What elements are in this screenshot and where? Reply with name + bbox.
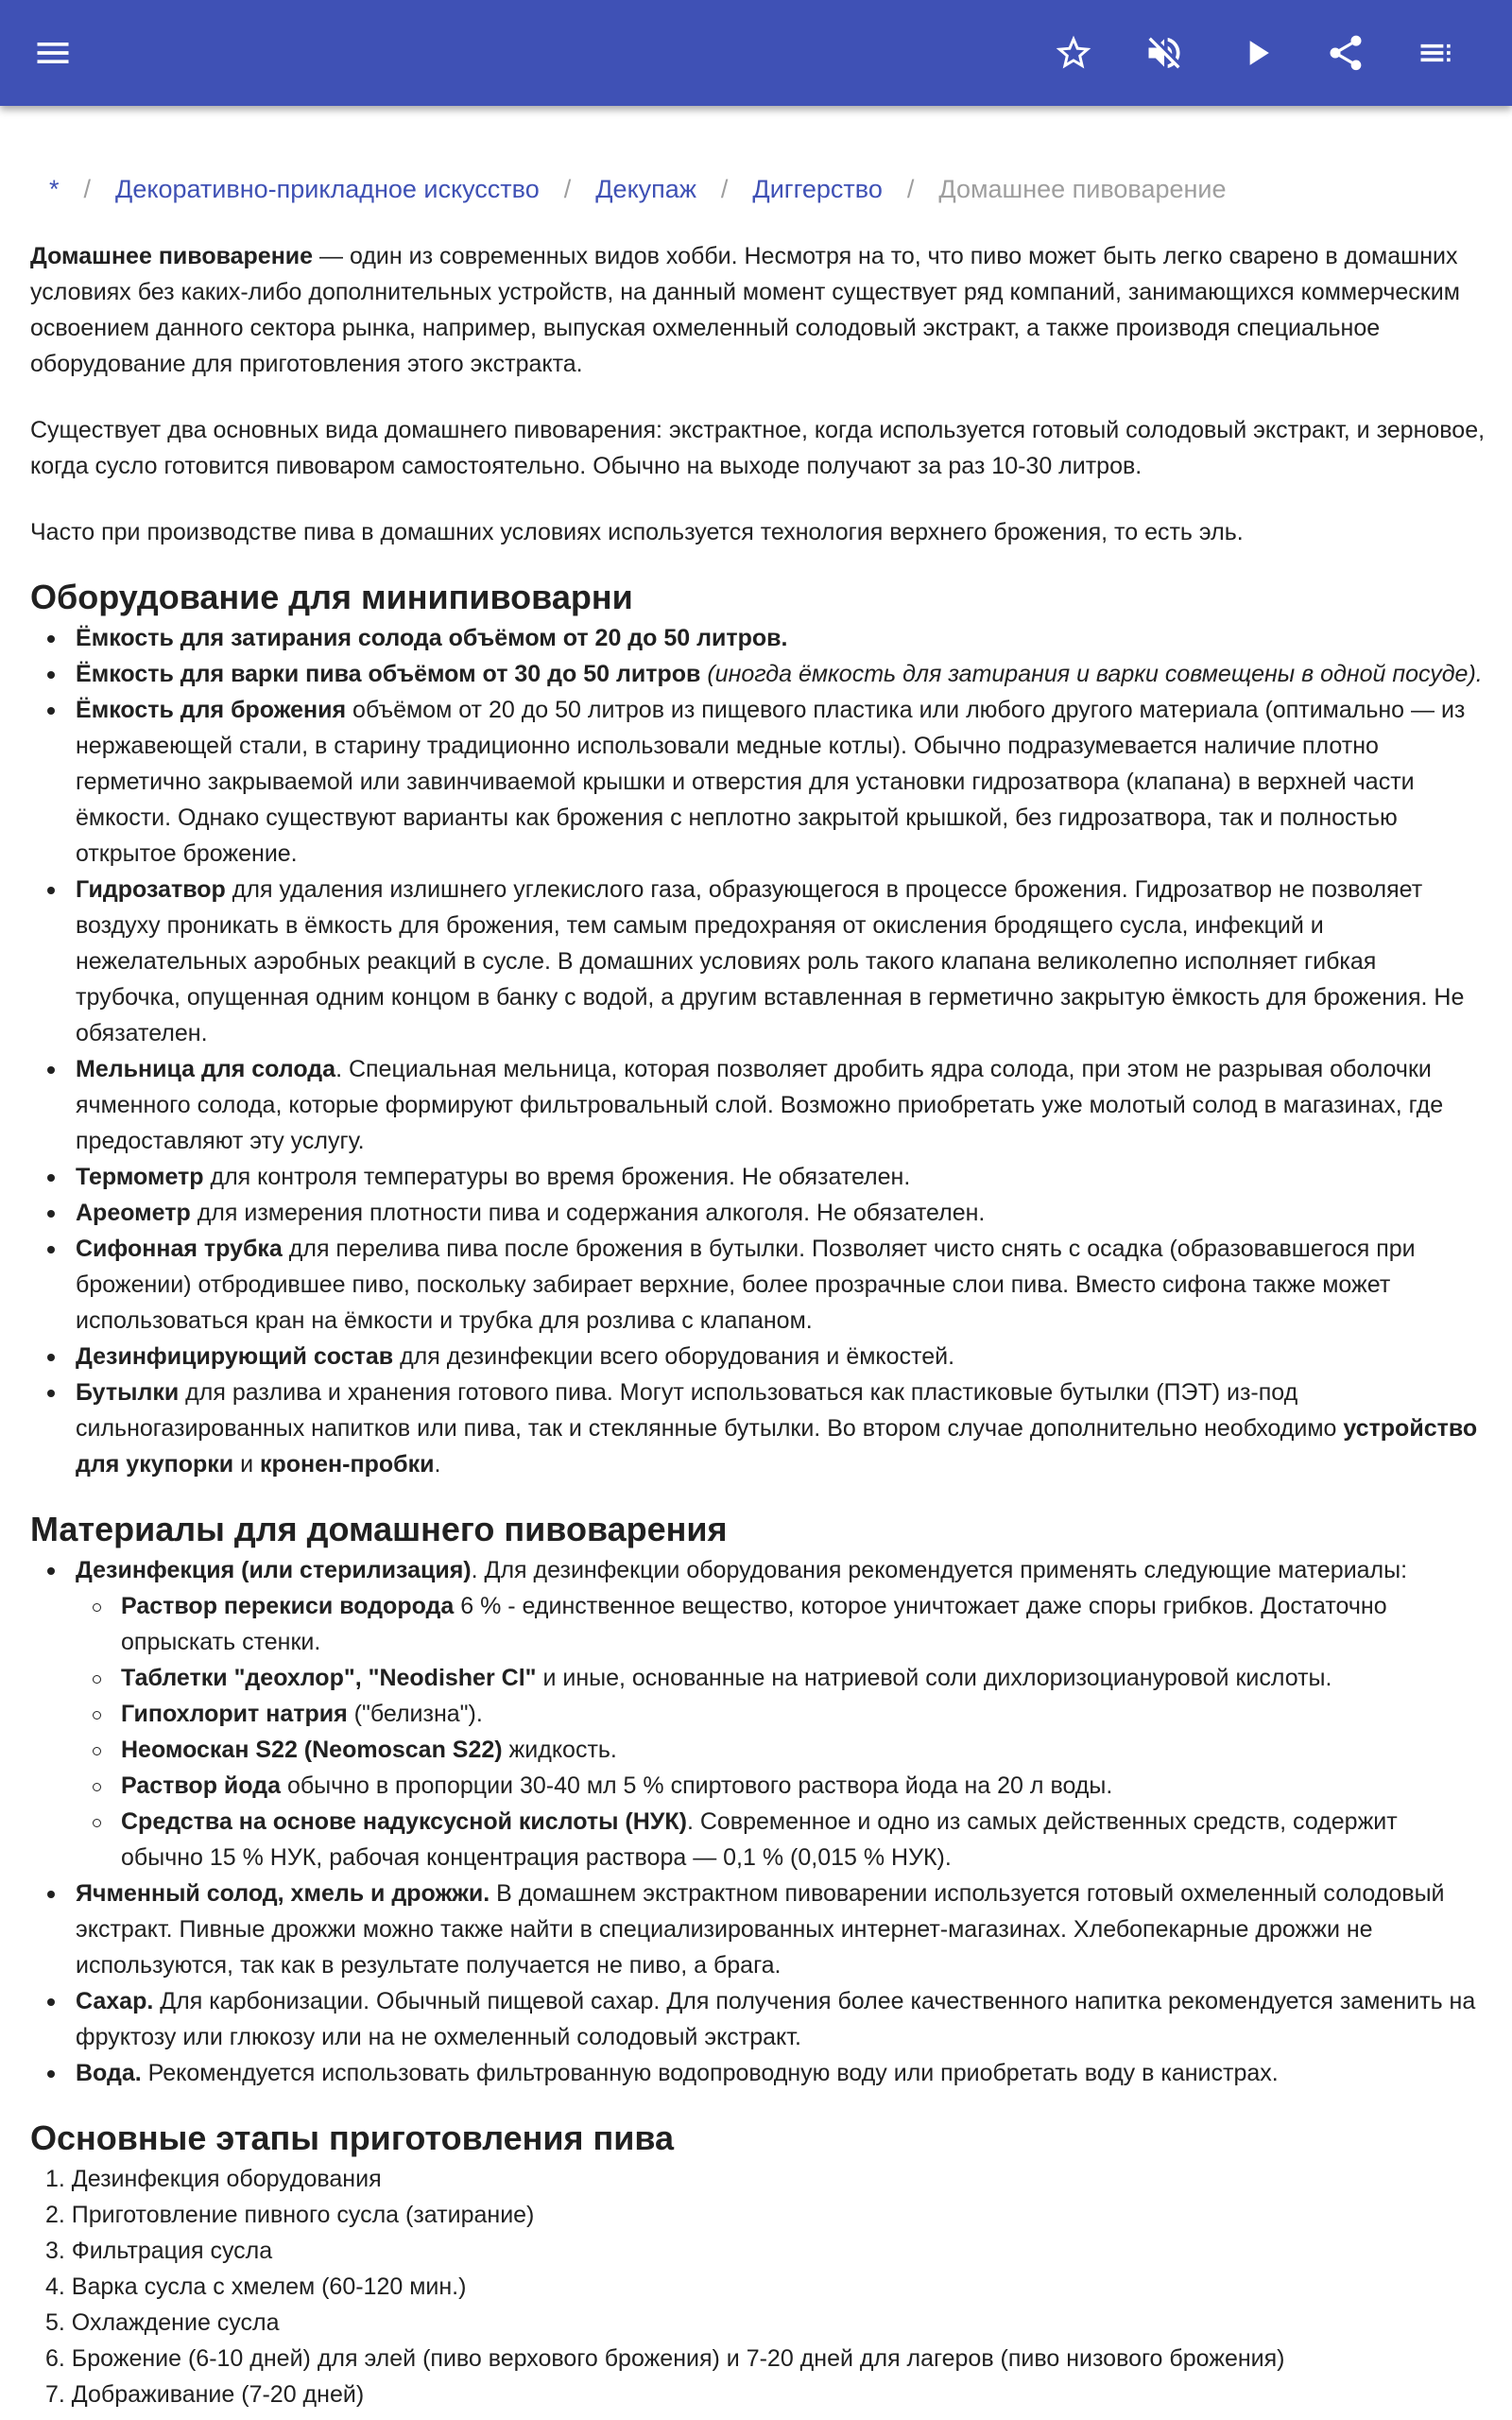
article-body xyxy=(30,238,1486,2412)
list-item: Ячменный солод, хмель и дрожжи. В домашнем экстрактном пивоварении используется готовый охмеленный солодовый экстракт. Пивные дрожжи можно также найти в специализированных интернет-магазинах. Хлебопекарные дрожжи не используются, так как в результате получается не пиво, а брага. xyxy=(45,1876,1486,1983)
stage-item: 7. Дображивание (7-20 дней) xyxy=(45,2381,365,2408)
favorite-button[interactable] xyxy=(1045,25,1102,81)
list-item: Термометр для контроля температуры во время брожения. Не обязателен. xyxy=(45,1159,1486,1195)
sublist-item: Неомоскан S22 (Neomoscan S22) жидкость. xyxy=(91,1732,1486,1768)
disinfection-sublist xyxy=(91,1588,1486,1876)
share-button[interactable] xyxy=(1317,25,1374,81)
play-icon xyxy=(1236,32,1278,74)
list-item: Сахар. Для карбонизации. Обычный пищевой сахар. Для получения более качественного напитка рекомендуется заменить на фруктозу или глюкозу или на не охмеленный солодовый экстракт. xyxy=(45,1983,1486,2055)
app-bar xyxy=(0,0,1512,106)
materials-list xyxy=(45,1552,1486,2091)
list-item: Ёмкость для затирания солода объёмом от 20 до 50 литров. xyxy=(45,620,1486,656)
playlist-icon xyxy=(1416,32,1457,74)
list-item: Вода. Рекомендуется использовать фильтрованную водопроводную воду или приобретать воду в канистрах. xyxy=(45,2055,1486,2091)
breadcrumb-separator: / xyxy=(563,175,572,203)
list-item: Ареометр для измерения плотности пива и содержания алкоголя. Не обязателен. xyxy=(45,1195,1486,1231)
stages-list xyxy=(45,2161,1486,2412)
stage-item: 1. Дезинфекция оборудования xyxy=(45,2166,382,2192)
section-heading-materials: Материалы для домашнего пивоварения xyxy=(30,1510,728,1548)
stage-item: 3. Фильтрация сусла xyxy=(45,2238,273,2264)
intro-paragraph-3: Часто при производстве пива в домашних условиях используется технология верхнего брожения, то есть эль. xyxy=(30,519,1244,545)
list-item: Гидрозатвор для удаления излишнего углекислого газа, образующегося в процессе брожения. Гидрозатвор не позволяет воздуху проникать в ёмкость для брожения, тем самым предохраняя от окисления бродящего сусла, инфекций и нежелательных аэробных реакций в сусле. В домашних условиях роль такого клапана великолепно исполняет гибкая трубочка, опущенная одним концом в банку с водой, а другим вставленная в герметично закрытую ёмкость для брожения. Не обязателен. xyxy=(45,872,1486,1051)
sublist-item: Гипохлорит натрия ("белизна"). xyxy=(91,1696,1486,1732)
list-item: Ёмкость для варки пива объёмом от 30 до 50 литров (иногда ёмкость для затирания и варки совмещены в одной посуде). xyxy=(45,656,1486,692)
menu-icon xyxy=(32,32,74,74)
intro-paragraph-2: Существует два основных вида домашнего пивоварения: экстрактное, когда используется готовый солодовый экстракт, и зерновое, когда сусло готовится пивоваром самостоятельно. Обычно на выходе получают за раз 10-30 литров. xyxy=(30,417,1486,479)
breadcrumb-separator: / xyxy=(906,175,915,203)
star-outline-icon xyxy=(1053,32,1094,74)
volume-off-icon xyxy=(1143,32,1185,74)
menu-button[interactable] xyxy=(25,25,81,81)
equipment-list xyxy=(45,620,1486,1482)
breadcrumb-home[interactable]: * xyxy=(49,175,60,203)
breadcrumb-decoupage[interactable]: Декупаж xyxy=(595,175,696,203)
breadcrumb-current: Домашнее пивоварение xyxy=(938,175,1227,203)
stage-item: 6. Брожение (6-10 дней) для элей (пиво верхового брожения) и 7-20 дней для лагеров (пиво низового брожения) xyxy=(45,2345,1285,2372)
breadcrumb-decorative-arts[interactable]: Декоративно-прикладное искусство xyxy=(115,175,540,203)
list-item: Ёмкость для брожения объёмом от 20 до 50 литров из пищевого пластика или любого другого материала (оптимально — из нержавеющей стали, в старину традиционно использовали медные котлы). Обычно подразумевается наличие плотно герметично закрываемой или завинчиваемой крышки и отверстия для установки гидрозатвора (клапана) в верхней части ёмкости. Однако существуют варианты как брожения с неплотно закрытой крышкой, без гидрозатвора, так и полностью открытое брожение. xyxy=(45,692,1486,872)
stage-item: 2. Приготовление пивного сусла (затирание) xyxy=(45,2202,535,2228)
list-item: Мельница для солода. Специальная мельница, которая позволяет дробить ядра солода, при этом не разрывая оболочки ячменного солода, которые формируют фильтровальный слой. Возможно приобретать уже молотый солод в магазинах, где предоставляют эту услугу. xyxy=(45,1051,1486,1159)
sublist-item: Таблетки "деохлор", "Neodisher Cl" и иные, основанные на натриевой соли дихлоризоциануровой кислоты. xyxy=(91,1660,1486,1696)
sublist-item: Раствор йода обычно в пропорции 30-40 мл 5 % спиртового раствора йода на 20 л воды. xyxy=(91,1768,1486,1804)
contents-button[interactable] xyxy=(1408,25,1465,81)
breadcrumb-separator: / xyxy=(720,175,729,203)
share-icon xyxy=(1325,32,1366,74)
stage-item: 4. Варка сусла с хмелем (60-120 мин.) xyxy=(45,2273,467,2300)
stage-item: 5. Охлаждение сусла xyxy=(45,2309,280,2336)
list-item: Дезинфицирующий состав для дезинфекции всего оборудования и ёмкостей. xyxy=(45,1339,1486,1374)
list-item: Сифонная трубка для перелива пива после брожения в бутылки. Позволяет чисто снять с осадка (образовавшегося при брожении) отбродившее пиво, поскольку забирает верхние, более прозрачные слои пива. Вместо сифона также может использоваться кран на ёмкости и трубка для розлива с клапаном. xyxy=(45,1231,1486,1339)
sublist-item: Средства на основе надуксусной кислоты (НУК). Современное и одно из самых действенных средств, содержит обычно 15 % НУК, рабочая концентрация раствора — 0,1 % (0,015 % НУК). xyxy=(91,1804,1486,1876)
play-button[interactable] xyxy=(1228,25,1285,81)
intro-term: Домашнее пивоварение xyxy=(30,243,314,269)
breadcrumb-diggerstvo[interactable]: Диггерство xyxy=(752,175,883,203)
intro-paragraph-1: Домашнее пивоварение — один из современных видов хобби. Несмотря на то, что пиво может быть легко сварено в домашних условиях без каких-либо дополнительных устройств, на данный момент существует ряд компаний, занимающихся коммерческим освоением данного сектора рынка, например, выпуская охмеленный солодовый экстракт, а также производя специальное оборудование для приготовления этого экстракта. xyxy=(30,243,1460,377)
breadcrumb xyxy=(49,170,1227,208)
list-item: Дезинфекция (или стерилизация). Для дезинфекции оборудования рекомендуется применять следующие материалы: Раствор перекиси водорода 6 % - единственное вещество, которое уничтожает даже споры грибков. Достаточно опрыскать стенки. Таблетки "деохлор", "Neodisher Cl" и иные, основанные на натриевой соли дихлоризоциануровой кислоты. Гипохлорит натрия ("белизна"). Неомоскан S22 (Neomoscan S22) жидкость. Раствор йода обычно в пропорции 30-40 мл 5 % спиртового раствора йода на 20 л воды. Средства на основе надуксусной кислоты (НУК). Современное и одно из самых действенных средств, содержит обычно 15 % НУК, рабочая концентрация раствора — 0,1 % (0,015 % НУК). xyxy=(45,1552,1486,1876)
section-heading-stages: Основные этапы приготовления пива xyxy=(30,2118,675,2157)
breadcrumb-separator: / xyxy=(83,175,92,203)
sublist-item: Раствор перекиси водорода 6 % - единственное вещество, которое уничтожает даже споры грибков. Достаточно опрыскать стенки. xyxy=(91,1588,1486,1660)
mute-button[interactable] xyxy=(1136,25,1193,81)
list-item: Бутылки для разлива и хранения готового пива. Могут использоваться как пластиковые бутылки (ПЭТ) из-под сильногазированных напитков или пива, так и стеклянные бутылки. Во втором случае дополнительно необходимо устройство для укупорки и кронен-пробки. xyxy=(45,1374,1486,1482)
section-heading-equipment: Оборудование для минипивоварни xyxy=(30,578,633,616)
